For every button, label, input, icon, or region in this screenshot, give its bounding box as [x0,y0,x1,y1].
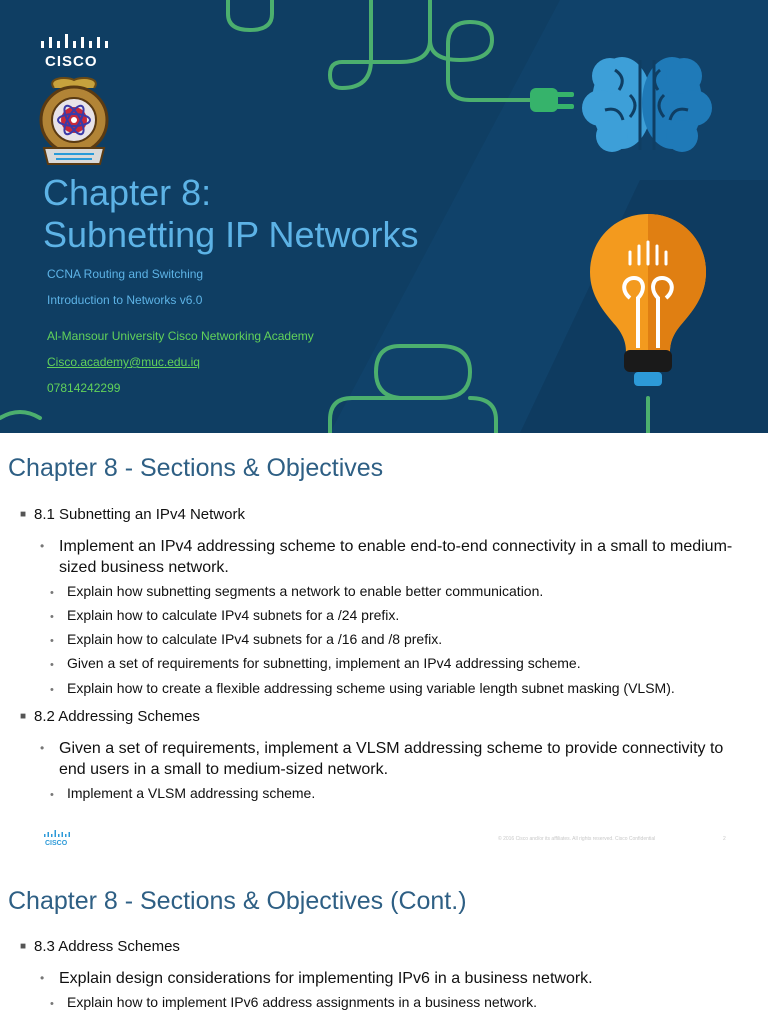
title-line-1: Chapter 8: [43,172,212,213]
dot-bullet-icon: • [50,611,54,623]
phone-number: 07814242299 [47,381,121,395]
dot-bullet-icon: • [50,659,54,671]
dot-bullet-icon: • [50,789,54,801]
topic-item: • Explain how to calculate IPv4 subnets for a /16 and /8 prefix. [50,631,443,647]
footer-logo-text: CISCO [45,840,68,846]
title-line-2: Subnetting IP Networks [43,214,419,255]
slide-heading: Chapter 8 - Sections & Objectives [8,454,384,482]
slide-heading: Chapter 8 - Sections & Objectives (Cont.) [8,887,467,915]
cisco-bars-icon [40,34,110,52]
objectives-slide [0,433,768,855]
dot-bullet-icon: • [40,741,45,755]
topic-item: • Implement a VLSM addressing scheme. [50,785,316,801]
objectives-cont-slide [0,866,768,1024]
dot-bullet-icon: • [50,635,54,647]
title-slide [0,0,768,433]
topic-item: • Explain how to calculate IPv4 subnets for a /24 prefix. [50,607,400,623]
course-name: CCNA Routing and Switching [47,267,204,281]
topic-item: • Explain how to create a flexible addressing scheme using variable length subnet masking (VLSM). [50,680,675,696]
university-emblem-icon [36,74,112,170]
page-number: 2 [723,836,726,842]
topic-item: • Given a set of requirements for subnetting, implement an IPv4 addressing scheme. [50,655,581,671]
email-link[interactable]: Cisco.academy@muc.edu.iq [47,355,200,369]
square-bullet-icon: ■ [20,509,27,520]
objective-item: • Explain design considerations for implementing IPv6 in a business network. [40,970,593,987]
section-item: ■ 8.2 Addressing Schemes [20,708,200,725]
dot-bullet-icon: • [50,998,54,1010]
dot-bullet-icon: • [50,587,54,599]
objective-item: • Implement an IPv4 addressing scheme to enable end-to-end connectivity in a small to medium-sized business network. [40,538,733,576]
academy-name: Al-Mansour University Cisco Networking Academy [47,329,314,343]
dot-bullet-icon: • [40,539,45,553]
dot-bullet-icon: • [50,684,54,696]
cisco-footer-logo-icon [44,830,72,846]
objective-item: • Given a set of requirements, implement a VLSM addressing scheme to provide connectivity to end users in a small to medium-sized network. [40,740,724,778]
topic-item: • Explain how subnetting segments a network to enable better communication. [50,583,544,599]
section-item: ■ 8.3 Address Schemes [20,938,180,955]
copyright-text: © 2016 Cisco and/or its affiliates. All rights reserved. Cisco Confidential [498,836,656,842]
dot-bullet-icon: • [40,971,45,985]
cisco-logo-text: CISCO [45,53,98,70]
section-item: ■ 8.1 Subnetting an IPv4 Network [20,506,245,523]
module-name: Introduction to Networks v6.0 [47,293,203,307]
topic-item: • Explain how to implement IPv6 address assignments in a business network. [50,994,538,1010]
square-bullet-icon: ■ [20,941,27,952]
square-bullet-icon: ■ [20,711,27,722]
presentation-title [43,172,419,256]
